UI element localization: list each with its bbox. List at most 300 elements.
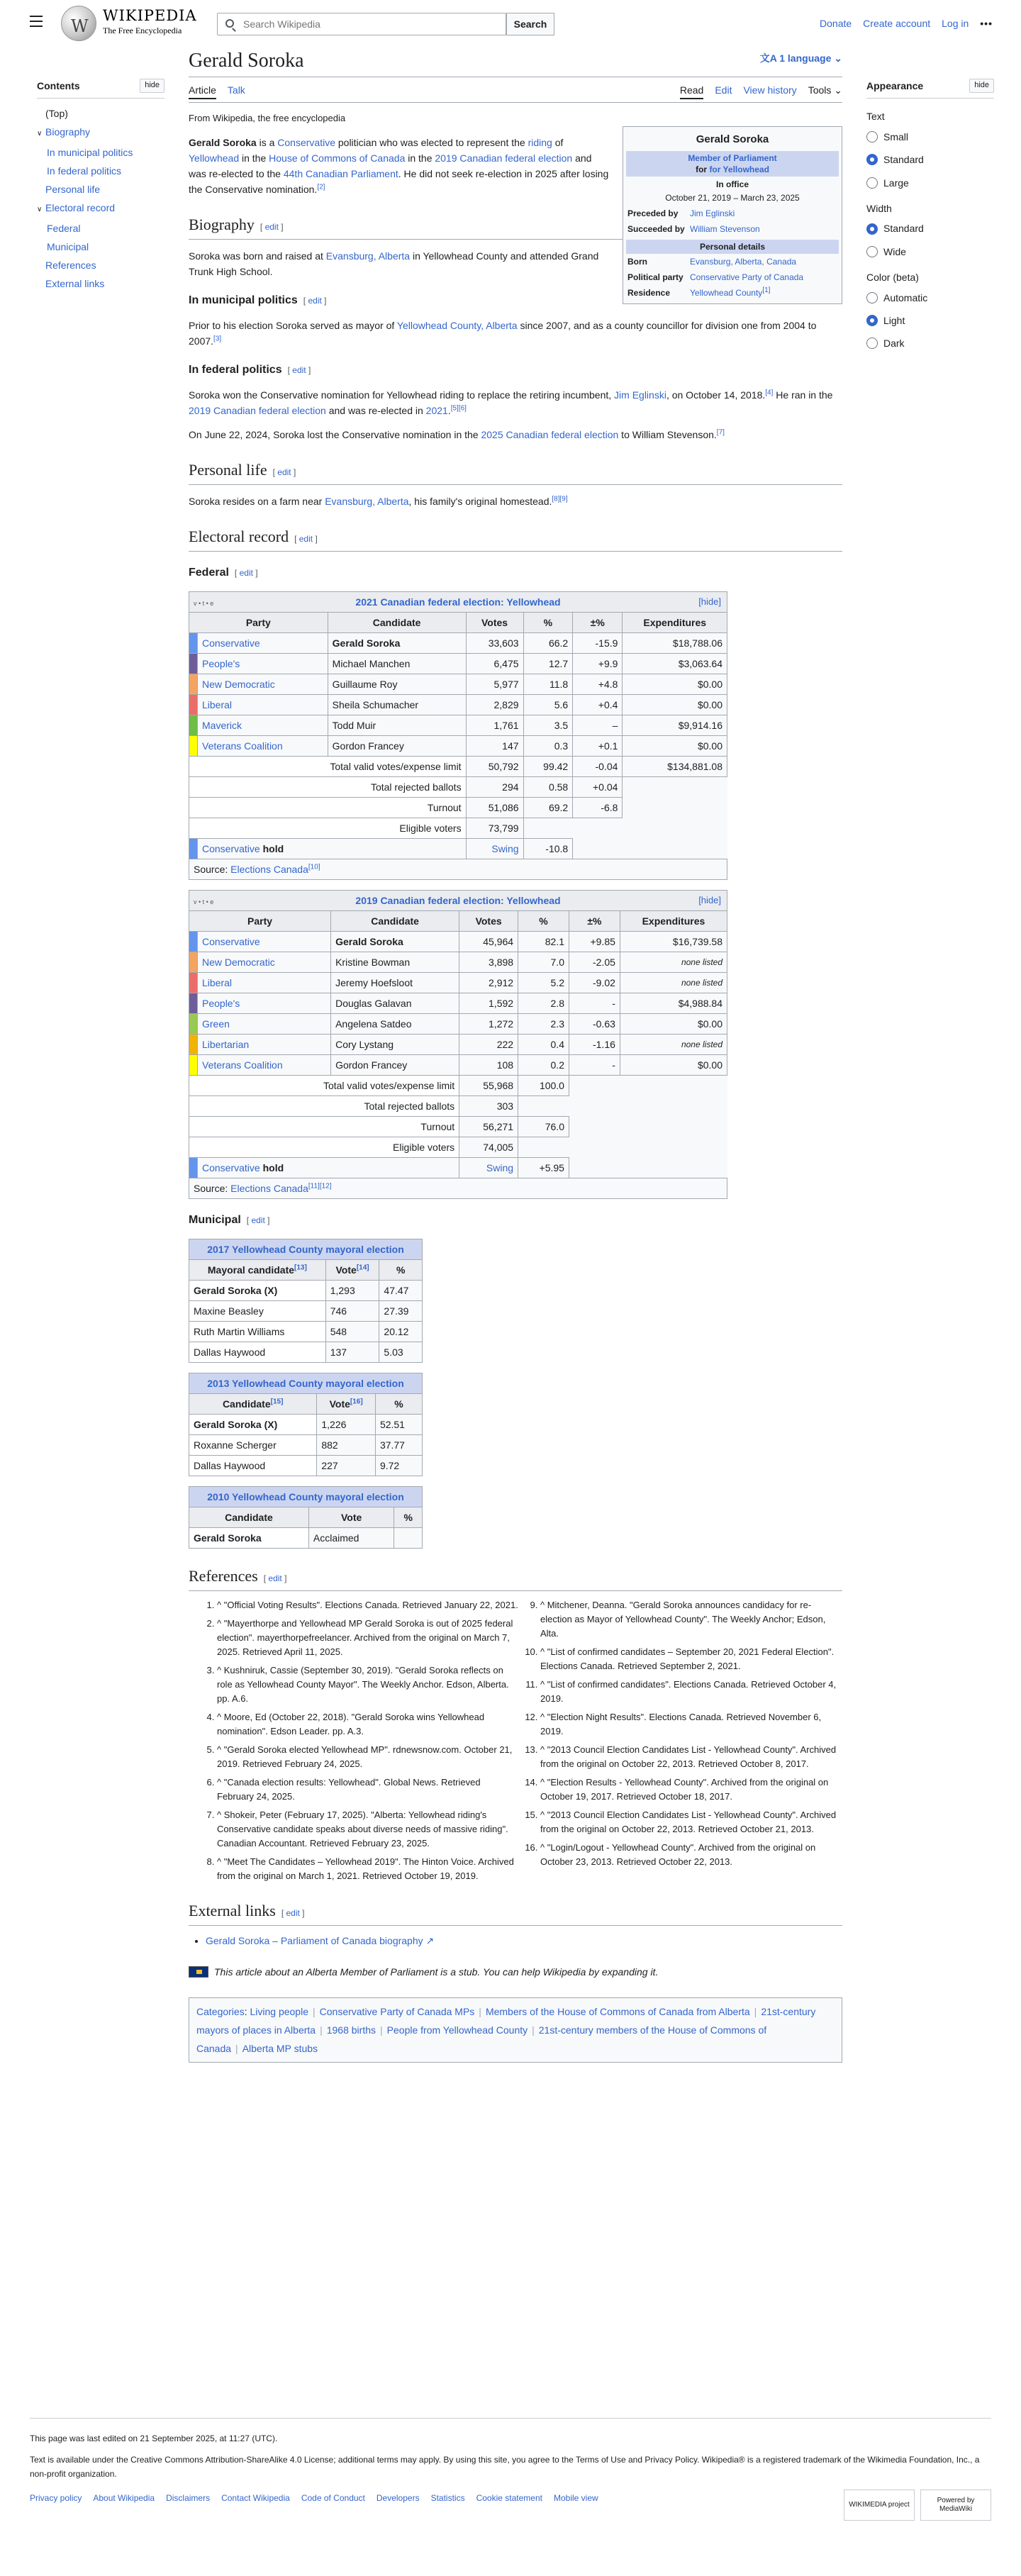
category-link[interactable]: 1968 births bbox=[326, 2024, 376, 2036]
infobox-residence-row: Residence Yellowhead County[1] bbox=[627, 286, 771, 298]
election-caption-row bbox=[189, 591, 727, 612]
footer-link[interactable]: Disclaimers bbox=[166, 2493, 211, 2503]
main-menu-icon[interactable] bbox=[30, 16, 43, 27]
municipal-caption-row bbox=[189, 1239, 423, 1259]
candidate-cell: Jeremy Hoefsloot bbox=[331, 972, 459, 993]
citation-ref[interactable]: [10] bbox=[308, 863, 320, 871]
toc-list bbox=[37, 104, 164, 293]
category-link[interactable]: Members of the House of Commons of Canada from Alberta bbox=[485, 2005, 750, 2017]
radio-button[interactable] bbox=[866, 246, 878, 257]
change-cell: +0.1 bbox=[573, 735, 623, 756]
citation-ref[interactable]: [2] bbox=[317, 183, 325, 191]
totals-value: 74,005 bbox=[459, 1137, 518, 1157]
radio-standard[interactable] bbox=[866, 221, 994, 236]
totals-label: Total valid votes/expense limit bbox=[189, 1075, 459, 1095]
radio-light[interactable] bbox=[866, 313, 994, 328]
radio-large[interactable] bbox=[866, 175, 994, 191]
swing-value: +5.95 bbox=[518, 1157, 569, 1178]
category-link[interactable]: 21st-century mayors of places in Alberta bbox=[196, 2005, 816, 2036]
inline-link[interactable]: House of Commons of Canada bbox=[269, 152, 406, 164]
source-cell: Source: Elections Canada[11][12] bbox=[189, 1178, 727, 1198]
footer-link[interactable]: Mobile view bbox=[553, 2493, 598, 2503]
col-header: Candidate bbox=[189, 1507, 309, 1527]
inline-link[interactable]: 2025 Canadian federal election bbox=[481, 428, 619, 440]
toc-item-label: Municipal bbox=[47, 241, 89, 253]
category-link[interactable]: Living people bbox=[250, 2005, 308, 2017]
table-of-contents bbox=[37, 78, 164, 293]
edit-link: [ edit ] bbox=[246, 1215, 270, 1225]
votes-cell: 6,475 bbox=[466, 653, 523, 674]
radio-button[interactable] bbox=[866, 223, 878, 235]
candidate-cell: Sheila Schumacher bbox=[328, 694, 466, 715]
totals-label: Total rejected ballots bbox=[189, 776, 467, 797]
appearance-title: Appearance bbox=[866, 80, 924, 91]
hold-row bbox=[189, 1157, 727, 1178]
col-header: % bbox=[394, 1507, 423, 1527]
toc-item--top-[interactable] bbox=[37, 104, 164, 123]
radio-standard[interactable] bbox=[866, 152, 994, 167]
toc-item-municipal[interactable] bbox=[37, 238, 164, 256]
change-cell: - bbox=[569, 993, 620, 1013]
edit-link: [ edit ] bbox=[287, 364, 311, 375]
expenditure-cell: $3,063.64 bbox=[623, 653, 727, 674]
votes-cell: 1,272 bbox=[459, 1013, 518, 1034]
election-caption bbox=[189, 890, 727, 910]
hold-cell bbox=[198, 1157, 459, 1178]
inline-link[interactable]: 2019 Canadian federal election bbox=[435, 152, 573, 164]
radio-button[interactable] bbox=[866, 315, 878, 326]
infobox-office-label: In office bbox=[715, 179, 749, 189]
succeeded-link[interactable]: William Stevenson bbox=[690, 223, 760, 234]
election-hide-toggle[interactable]: [hide] bbox=[698, 894, 721, 905]
expenditure-cell: $16,739.58 bbox=[620, 931, 727, 952]
party-link[interactable]: People's bbox=[198, 653, 328, 674]
party-color-swatch bbox=[189, 931, 198, 952]
toc-item-in-federal-politics[interactable] bbox=[37, 162, 164, 180]
appearance-hide-button[interactable]: hide bbox=[969, 79, 994, 93]
election-header-row bbox=[189, 910, 727, 931]
municipal-cell: 137 bbox=[325, 1342, 379, 1362]
party-color-swatch bbox=[189, 674, 198, 694]
footer-link[interactable]: Cookie statement bbox=[476, 2493, 542, 2503]
party-link[interactable]: Liberal bbox=[198, 694, 328, 715]
section-municipal-politics: In municipal politics [ edit ] bbox=[189, 294, 327, 306]
totals-row bbox=[189, 1116, 727, 1137]
change-cell: +9.85 bbox=[569, 931, 620, 952]
hold-label: hold bbox=[262, 1161, 284, 1173]
party-link[interactable]: Maverick bbox=[198, 715, 328, 735]
inline-link[interactable]: 2019 Canadian federal election bbox=[189, 404, 326, 416]
tab-read[interactable]: Read bbox=[680, 82, 703, 99]
reference-item: 10. ^ "List of confirmed candidates – September 20, 2021 Federal Election". Elections Canada. Retrieved September 2, 2021. bbox=[540, 1645, 842, 1673]
personal-paragraph: Soroka resides on a farm near Evansburg, Alberta, his family's original homestead.[8][9] bbox=[189, 495, 568, 507]
alberta-flag-icon bbox=[189, 1966, 208, 1978]
toc-item-label: Personal life bbox=[45, 184, 101, 196]
col-header: ±% bbox=[573, 612, 623, 632]
votes-cell: 33,603 bbox=[466, 632, 523, 653]
municipal-cell: Acclaimed bbox=[308, 1527, 394, 1548]
tab-talk[interactable]: Talk bbox=[227, 84, 245, 96]
party-link[interactable]: Libertarian bbox=[198, 1034, 331, 1054]
reference-item: 7. ^ Shokeir, Peter (February 17, 2025). "Alberta: Yellowhead riding's Conservative candidate speaks about diverse needs of massive riding". Canadian Accountant. Retrieved February 23, 2025. bbox=[217, 1808, 519, 1851]
radio-dark[interactable] bbox=[866, 335, 994, 351]
radio-label: Dark bbox=[883, 338, 905, 350]
party-link[interactable]: Veterans Coalition bbox=[198, 735, 328, 756]
appearance-group-label: Color (beta) bbox=[866, 272, 919, 284]
candidate-cell: Todd Muir bbox=[328, 715, 466, 735]
change-cell: -1.16 bbox=[569, 1034, 620, 1054]
federal-paragraph-2: On June 22, 2024, Soroka lost the Conservative nomination in the 2025 Canadian federal election to William Stevenson.[7] bbox=[189, 428, 725, 440]
swing-link[interactable]: Swing bbox=[466, 838, 523, 859]
reference-item: 3. ^ Kushniruk, Cassie (September 30, 2019). "Gerald Soroka reflects on role as Yellowhead County Mayor". The Weekly Anchor. Edson, Alberta. pp. A.6. bbox=[217, 1663, 519, 1706]
change-cell: -0.63 bbox=[569, 1013, 620, 1034]
percent-cell: 12.7 bbox=[523, 653, 573, 674]
search-box[interactable] bbox=[217, 13, 506, 35]
radio-wide[interactable] bbox=[866, 244, 994, 260]
radio-label: Standard bbox=[883, 223, 924, 235]
inline-link[interactable]: Evansburg, Alberta bbox=[325, 250, 411, 262]
category-links: Categories: Living people | Conservative Party of Canada MPs | Members of the House of Commons of Canada from Alberta | 21st-century mayors of places in Alberta | 1968 births | People from Yellowhead County | 21st-century members of the House of Commons of Canada | Alberta MP stubs bbox=[189, 1997, 842, 2063]
category-link[interactable]: Conservative Party of Canada MPs bbox=[319, 2005, 475, 2017]
footer-badge[interactable]: Powered by MediaWiki bbox=[920, 2489, 991, 2521]
toc-item-label: External links bbox=[45, 278, 105, 290]
totals-value bbox=[623, 776, 727, 797]
federal-paragraph-1: Soroka won the Conservative nomination for Yellowhead riding to replace the retiring incumbent, Jim Eglinski, on October 14, 2018.[4] He ran in the 2019 Canadian federal election and was re-elected in 2021.[5][6] bbox=[189, 389, 833, 416]
votes-cell: 222 bbox=[459, 1034, 518, 1054]
election-title-link[interactable]: 2019 Canadian federal election: Yellowhead bbox=[355, 894, 561, 906]
votes-cell: 1,592 bbox=[459, 993, 518, 1013]
radio-button[interactable] bbox=[866, 131, 878, 143]
hold-party-link[interactable]: Conservative bbox=[202, 842, 260, 854]
reference-item: 1. ^ "Official Voting Results". Elections Canada. Retrieved January 22, 2021. bbox=[217, 1598, 519, 1612]
totals-value bbox=[569, 1075, 620, 1095]
table-row bbox=[189, 931, 727, 952]
external-link-item bbox=[206, 1933, 842, 1948]
totals-row bbox=[189, 818, 727, 838]
candidate-cell: Douglas Galavan bbox=[331, 993, 459, 1013]
reference-item: 14. ^ "Election Results - Yellowhead County". Archived from the original on October 19, 2017. Retrieved October 18, 2017. bbox=[540, 1775, 842, 1804]
col-header: % bbox=[379, 1259, 423, 1280]
totals-value bbox=[518, 1137, 569, 1157]
totals-value bbox=[623, 818, 727, 838]
tagline: The Free Encyclopedia bbox=[103, 26, 182, 35]
party-link[interactable]: New Democratic bbox=[198, 952, 331, 972]
footer-link[interactable]: Privacy policy bbox=[30, 2493, 82, 2503]
radio-automatic[interactable] bbox=[866, 290, 994, 306]
change-cell: - bbox=[569, 1054, 620, 1075]
main-content bbox=[189, 45, 842, 2063]
table-row bbox=[189, 993, 727, 1013]
search-input[interactable] bbox=[218, 13, 506, 35]
category-link[interactable]: People from Yellowhead County bbox=[386, 2024, 528, 2036]
external-links-list bbox=[189, 1933, 842, 1948]
party-color-swatch bbox=[189, 715, 198, 735]
totals-value bbox=[523, 818, 573, 838]
tagline-from: From Wikipedia, the free encyclopedia bbox=[189, 113, 346, 123]
search-button[interactable]: Search bbox=[506, 13, 554, 35]
reference-item: 11. ^ "List of confirmed candidates". Elections Canada. Retrieved October 4, 2019. bbox=[540, 1678, 842, 1706]
reference-item: 12. ^ "Election Night Results". Elections Canada. Retrieved November 6, 2019. bbox=[540, 1710, 842, 1739]
user-link-create-account[interactable]: Create account bbox=[863, 18, 931, 29]
party-color-swatch bbox=[189, 838, 198, 859]
municipal-table bbox=[189, 1373, 423, 1476]
party-link[interactable]: Conservative bbox=[198, 632, 328, 653]
col-header: Expenditures bbox=[623, 612, 727, 632]
party-link[interactable]: New Democratic bbox=[198, 674, 328, 694]
category-link[interactable]: Alberta MP stubs bbox=[242, 2042, 318, 2054]
tab-view-history[interactable]: View history bbox=[743, 84, 797, 96]
election-hide-toggle[interactable]: [hide] bbox=[698, 596, 721, 607]
chevron-down-icon[interactable]: ∨ bbox=[37, 130, 43, 138]
party-link[interactable]: Veterans Coalition bbox=[198, 1054, 331, 1075]
born-link[interactable]: Evansburg, Alberta, Canada bbox=[690, 256, 797, 267]
footer-link[interactable]: Code of Conduct bbox=[301, 2493, 365, 2503]
municipal-cell: 882 bbox=[317, 1434, 376, 1455]
municipal-cell: 47.47 bbox=[379, 1280, 423, 1300]
residence-link[interactable]: Yellowhead County bbox=[690, 287, 763, 298]
source-link[interactable]: Elections Canada bbox=[230, 1182, 308, 1194]
section-references: References [ edit ] bbox=[189, 1566, 842, 1591]
percent-cell: 7.0 bbox=[518, 952, 569, 972]
election-table bbox=[189, 591, 727, 880]
toc-item-federal[interactable] bbox=[37, 219, 164, 238]
category-link[interactable]: 21st-century members of the House of Commons of Canada bbox=[196, 2024, 767, 2054]
citation-ref[interactable]: [15] bbox=[270, 1398, 284, 1406]
section-municipal: Municipal [ edit ] bbox=[189, 1213, 270, 1226]
citation-ref[interactable]: [14] bbox=[356, 1264, 369, 1272]
expenditure-cell: $0.00 bbox=[623, 694, 727, 715]
table-row bbox=[189, 1434, 423, 1455]
footer-link[interactable]: About Wikipedia bbox=[93, 2493, 155, 2503]
municipal-cell: Dallas Haywood bbox=[189, 1342, 326, 1362]
party-color-swatch bbox=[189, 1054, 198, 1075]
percent-cell: 5.2 bbox=[518, 972, 569, 993]
municipal-cell: Gerald Soroka (X) bbox=[189, 1280, 326, 1300]
footer-link[interactable]: Developers bbox=[376, 2493, 420, 2503]
percent-cell: 66.2 bbox=[523, 632, 573, 653]
stub-notice bbox=[189, 1964, 842, 1980]
totals-value: -0.04 bbox=[573, 756, 623, 776]
source-link[interactable]: Elections Canada bbox=[230, 863, 308, 875]
reference-item: 16. ^ "Login/Logout - Yellowhead County". Archived from the original on October 23, 2013. Retrieved October 22, 2013. bbox=[540, 1841, 842, 1869]
party-link[interactable]: People's bbox=[198, 993, 331, 1013]
radio-button[interactable] bbox=[866, 338, 878, 349]
municipal-cell: Dallas Haywood bbox=[189, 1455, 317, 1476]
inline-link[interactable]: Yellowhead County, Alberta bbox=[396, 319, 518, 331]
preceded-link[interactable]: Jim Eglinski bbox=[690, 208, 735, 218]
tab-article[interactable]: Article bbox=[189, 82, 216, 99]
reference-item: 13. ^ "2013 Council Election Candidates List - Yellowhead County". Archived from the original on October 22, 2013. Retrieved October 8, 2017. bbox=[540, 1743, 842, 1771]
municipal-header-row bbox=[189, 1507, 423, 1527]
votes-cell: 2,829 bbox=[466, 694, 523, 715]
citation-ref[interactable]: [16] bbox=[350, 1398, 363, 1406]
inline-link[interactable]: 2021 bbox=[425, 404, 448, 416]
toc-item-biography[interactable] bbox=[37, 123, 164, 143]
col-header: Party bbox=[189, 910, 331, 931]
totals-value: 294 bbox=[466, 776, 523, 797]
inline-link[interactable]: Evansburg, Alberta bbox=[325, 495, 409, 507]
toc-item-label: In municipal politics bbox=[47, 147, 133, 159]
radio-label: Standard bbox=[883, 154, 924, 166]
totals-value bbox=[518, 1095, 569, 1116]
totals-value: 55,968 bbox=[459, 1075, 518, 1095]
totals-value: 69.2 bbox=[523, 797, 573, 818]
table-row bbox=[189, 1527, 423, 1548]
infobox-riding-link[interactable]: for Yellowhead bbox=[709, 164, 769, 174]
inline-link[interactable]: riding bbox=[528, 136, 552, 148]
table-row bbox=[189, 1455, 423, 1476]
category-separator: | bbox=[754, 2005, 757, 2017]
municipal-cell: 227 bbox=[317, 1455, 376, 1476]
toc-item-electoral-record[interactable] bbox=[37, 199, 164, 219]
toc-item-external-links[interactable] bbox=[37, 274, 164, 293]
citation-ref[interactable]: [13] bbox=[294, 1264, 307, 1272]
appearance-groups bbox=[866, 108, 994, 351]
radio-button[interactable] bbox=[866, 292, 878, 303]
party-link[interactable]: Conservative Party of Canada bbox=[690, 272, 804, 282]
citation-ref[interactable]: [11][12] bbox=[308, 1182, 332, 1191]
totals-value: 99.42 bbox=[523, 756, 573, 776]
citation-ref[interactable]: [5][6] bbox=[450, 404, 467, 413]
table-row bbox=[189, 1342, 423, 1362]
page-tabs bbox=[189, 77, 842, 103]
party-color-swatch bbox=[189, 1034, 198, 1054]
inline-link[interactable]: 44th Canadian Parliament bbox=[283, 167, 398, 179]
source-row bbox=[189, 859, 727, 879]
biography-paragraph: Soroka was born and raised at Evansburg, Alberta in Yellowhead County and attended Grand Trunk High School. bbox=[189, 250, 599, 277]
tab-edit[interactable]: Edit bbox=[715, 84, 732, 96]
vte-links[interactable]: v • t • e bbox=[194, 898, 214, 905]
candidate-cell: Angelena Satdeo bbox=[331, 1013, 459, 1034]
edit-link: [ edit ] bbox=[303, 295, 327, 306]
citation-ref[interactable]: [8][9] bbox=[552, 495, 568, 503]
site-header bbox=[0, 0, 1021, 50]
table-row bbox=[189, 653, 727, 674]
external-link[interactable]: Gerald Soroka – Parliament of Canada biography ↗ bbox=[206, 1934, 435, 1946]
user-link-log-in[interactable]: Log in bbox=[942, 18, 969, 29]
totals-value bbox=[569, 1095, 620, 1116]
more-icon[interactable]: ••• bbox=[980, 18, 993, 29]
municipal-cell: 9.72 bbox=[375, 1455, 422, 1476]
toc-item-label: References bbox=[45, 260, 96, 272]
party-link[interactable]: Liberal bbox=[198, 972, 331, 993]
party-color-swatch bbox=[189, 632, 198, 653]
infobox-office-dates: October 21, 2019 – March 23, 2025 bbox=[665, 192, 800, 203]
candidate-cell: Gerald Soroka bbox=[331, 931, 459, 952]
footer-link[interactable]: Statistics bbox=[430, 2493, 465, 2503]
wikipedia-globe-logo[interactable] bbox=[61, 6, 96, 41]
edit-link: [ edit ] bbox=[294, 533, 318, 544]
table-row bbox=[189, 1054, 727, 1075]
table-row bbox=[189, 1013, 727, 1034]
hold-label: hold bbox=[262, 842, 284, 854]
municipal-cell: 52.51 bbox=[375, 1414, 422, 1434]
radio-button[interactable] bbox=[866, 177, 878, 189]
totals-value bbox=[620, 1137, 727, 1157]
chevron-down-icon[interactable]: ∨ bbox=[37, 206, 43, 214]
totals-value: 303 bbox=[459, 1095, 518, 1116]
appearance-group-color-beta- bbox=[866, 269, 994, 352]
footer-badge[interactable]: WIKIMEDIA project bbox=[844, 2489, 915, 2521]
candidate-cell: Gerald Soroka bbox=[328, 632, 466, 653]
municipal-cell: Roxanne Scherger bbox=[189, 1434, 317, 1455]
votes-cell: 108 bbox=[459, 1054, 518, 1075]
reference-item: 6. ^ "Canada election results: Yellowhead". Global News. Retrieved February 24, 2025. bbox=[217, 1775, 519, 1804]
election-table bbox=[189, 890, 727, 1199]
expenditure-cell: none listed bbox=[620, 952, 727, 972]
toc-item-personal-life[interactable] bbox=[37, 180, 164, 199]
totals-value: 76.0 bbox=[518, 1116, 569, 1137]
radio-label: Automatic bbox=[883, 291, 928, 303]
inline-link[interactable]: Jim Eglinski bbox=[614, 389, 666, 401]
party-link[interactable]: Conservative bbox=[198, 931, 331, 952]
reference-item: 9. ^ Mitchener, Deanna. "Gerald Soroka announces candidacy for re-election as Mayor of Yellowhead County". The Weekly Anchor; Edson, Alta. bbox=[540, 1598, 842, 1641]
appearance-group-label: Width bbox=[866, 202, 892, 214]
candidate-cell: Gordon Francey bbox=[328, 735, 466, 756]
toc-title: Contents bbox=[37, 80, 80, 91]
election-title-link[interactable]: 2021 Canadian federal election: Yellowhead bbox=[355, 596, 561, 608]
wordmark[interactable]: WIKIPEDIA bbox=[103, 7, 197, 24]
citation-ref[interactable]: [3] bbox=[213, 335, 222, 343]
reference-item: 2. ^ "Mayerthorpe and Yellowhead MP Gerald Soroka is out of 2025 federal election". mayerthorpefreelancer. Archived from the original on March 7, 2025. Retrieved April 11, 2025. bbox=[217, 1617, 519, 1659]
appearance-group-text bbox=[866, 108, 994, 191]
categories-label[interactable]: Categories bbox=[196, 2005, 245, 2017]
party-color-swatch bbox=[189, 653, 198, 674]
col-header: Candidate bbox=[331, 910, 459, 931]
citation-ref[interactable]: [4] bbox=[765, 389, 774, 397]
votes-cell: 1,761 bbox=[466, 715, 523, 735]
swing-link[interactable]: Swing bbox=[459, 1157, 518, 1178]
infobox-born-row: Born Evansburg, Alberta, Canada bbox=[627, 256, 797, 267]
radio-label: Small bbox=[883, 130, 909, 143]
party-color-swatch bbox=[189, 735, 198, 756]
col-header: Party bbox=[189, 612, 328, 632]
expenditure-cell: $18,788.06 bbox=[623, 632, 727, 653]
category-separator: | bbox=[532, 2024, 535, 2036]
toc-item-references[interactable] bbox=[37, 256, 164, 274]
toc-item-in-municipal-politics[interactable] bbox=[37, 143, 164, 162]
col-header: Expenditures bbox=[620, 910, 727, 931]
totals-value: 56,271 bbox=[459, 1116, 518, 1137]
change-cell: -9.02 bbox=[569, 972, 620, 993]
category-separator: | bbox=[320, 2024, 323, 2036]
category-separator: | bbox=[380, 2024, 383, 2036]
infobox-succeeded-row: Succeeded by William Stevenson bbox=[627, 223, 760, 234]
municipal-cell: Gerald Soroka bbox=[189, 1527, 309, 1548]
user-link-donate[interactable]: Donate bbox=[820, 18, 852, 29]
radio-small[interactable] bbox=[866, 129, 994, 145]
party-color-swatch bbox=[189, 694, 198, 715]
hold-party-link[interactable]: Conservative bbox=[202, 1161, 260, 1173]
footer-link[interactable]: Contact Wikipedia bbox=[221, 2493, 290, 2503]
tab-tools[interactable]: Tools ⌄ bbox=[808, 84, 842, 96]
inline-link[interactable]: Conservative bbox=[277, 136, 335, 148]
table-row bbox=[189, 1034, 727, 1054]
appearance-panel bbox=[866, 78, 994, 359]
party-link[interactable]: Green bbox=[198, 1013, 331, 1034]
vte-links[interactable]: v • t • e bbox=[194, 599, 214, 607]
citation-ref[interactable]: [7] bbox=[716, 428, 725, 437]
col-header: Vote bbox=[308, 1507, 394, 1527]
table-row bbox=[189, 1280, 423, 1300]
inline-link[interactable]: Yellowhead bbox=[189, 152, 240, 164]
radio-button[interactable] bbox=[866, 154, 878, 165]
expenditure-cell: none listed bbox=[620, 1034, 727, 1054]
language-button[interactable]: 文A 1 language ⌄ bbox=[759, 52, 842, 64]
candidate-cell: Michael Manchen bbox=[328, 653, 466, 674]
change-cell: – bbox=[573, 715, 623, 735]
toc-hide-button[interactable]: hide bbox=[140, 79, 164, 93]
